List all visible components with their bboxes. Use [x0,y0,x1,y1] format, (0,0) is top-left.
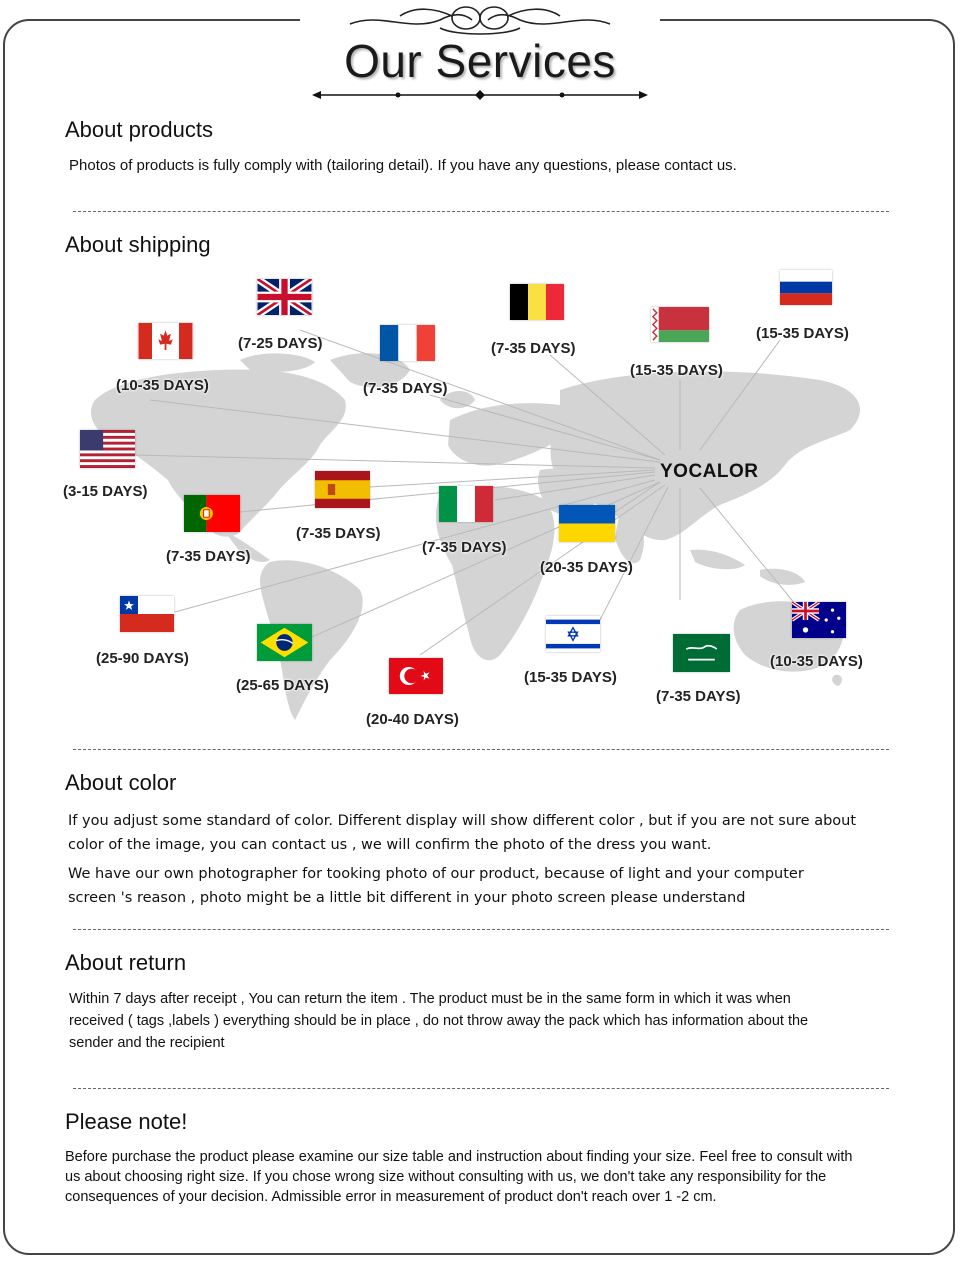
portugal-days-label: (7-35 DAYS) [166,548,251,565]
route-line-chile [175,480,655,612]
russia-days-label: (15-35 DAYS) [756,325,849,342]
please-note-text [65,1147,935,1207]
belarus-days-label: (15-35 DAYS) [630,362,723,379]
ukraine-days-label: (20-35 DAYS) [540,559,633,576]
about-products-text: Photos of products is fully comply with (tailoring detail). If you have any questions, please contact us. [69,157,737,174]
australia-days-label: (10-35 DAYS) [770,653,863,670]
route-line-russia [700,340,780,450]
france-flag-icon [380,325,435,361]
turkey-days-label: (20-40 DAYS) [366,711,459,728]
brazil-days-label: (25-65 DAYS) [236,677,329,694]
section-divider [73,1088,889,1089]
section-divider [73,929,889,930]
route-line-australia [700,488,800,610]
ukraine-flag-icon [559,505,615,542]
canada-flag-icon [138,323,193,359]
please-note-heading: Please note! [65,1109,188,1134]
please-note-line: us about choosing right size. If you chose wrong size without consulting with us, we don't take any responsibility for the [65,1169,827,1185]
route-line-ukraine [615,482,660,512]
about-color-text [68,809,928,910]
chile-flag-icon [120,596,174,632]
about-return-line: sender and the recipient [69,1035,225,1051]
belgium-days-label: (7-35 DAYS) [491,340,576,357]
italy-days-label: (7-35 DAYS) [422,539,507,556]
about-return-text [69,988,929,1054]
section-divider [73,749,889,750]
israel-flag-icon [546,616,600,652]
usa-flag-icon [80,430,135,468]
turkey-flag-icon [389,658,443,694]
chile-days-label: (25-90 DAYS) [96,650,189,667]
about-color-line: We have our own photographer for tooking photo of our product, because of light and your computer [68,866,804,882]
belgium-flag-icon [510,284,564,320]
about-color-line: screen 's reason , photo might be a little bit different in your photo screen please understand [68,890,746,906]
route-line-usa [135,455,655,468]
russia-flag-icon [780,270,832,305]
about-return-line: received ( tags ,labels ) everything should be in place , do not throw away the pack which has information about the [69,1013,809,1029]
spain-flag-icon [315,471,370,508]
about-color-line: If you adjust some standard of color. Different display will show different color , but if you are not sure about [68,813,857,829]
about-return-heading: About return [65,950,187,975]
israel-days-label: (15-35 DAYS) [524,669,617,686]
page-title: Our Services [344,35,616,87]
brand-hub-label: YOCALOR [660,461,759,482]
route-line-canada [150,400,660,462]
saudi-arabia-flag-icon [673,634,730,672]
route-line-france [430,395,660,460]
usa-days-label: (3-15 DAYS) [63,483,148,500]
uk-flag-icon [257,279,312,315]
about-color-line: color of the image, you can contact us , we will confirm the photo of the dress you want. [68,837,712,853]
saudi-arabia-days-label: (7-35 DAYS) [656,688,741,705]
canada-days-label: (10-35 DAYS) [116,377,209,394]
italy-flag-icon [439,486,493,522]
route-line-spain [370,470,655,487]
about-return-line: Within 7 days after receipt , You can return the item . The product must be in the same form in which it was when [69,991,791,1007]
belarus-flag-icon [651,307,709,342]
route-line-italy [495,475,655,500]
france-days-label: (7-35 DAYS) [363,380,448,397]
portugal-flag-icon [184,495,240,532]
please-note-line: Before purchase the product please examine our size table and instruction about finding your size. Feel free to consult with [65,1149,853,1165]
australia-flag-icon [792,602,846,638]
about-shipping-heading: About shipping [65,232,211,257]
please-note-line: consequences of your decision. Admissible error in measurement of product don't reach over 1 -2 cm. [65,1189,717,1205]
spain-days-label: (7-35 DAYS) [296,525,381,542]
about-products-heading: About products [65,117,213,142]
about-color-heading: About color [65,770,177,795]
uk-days-label: (7-25 DAYS) [238,335,323,352]
brazil-flag-icon [257,624,312,661]
